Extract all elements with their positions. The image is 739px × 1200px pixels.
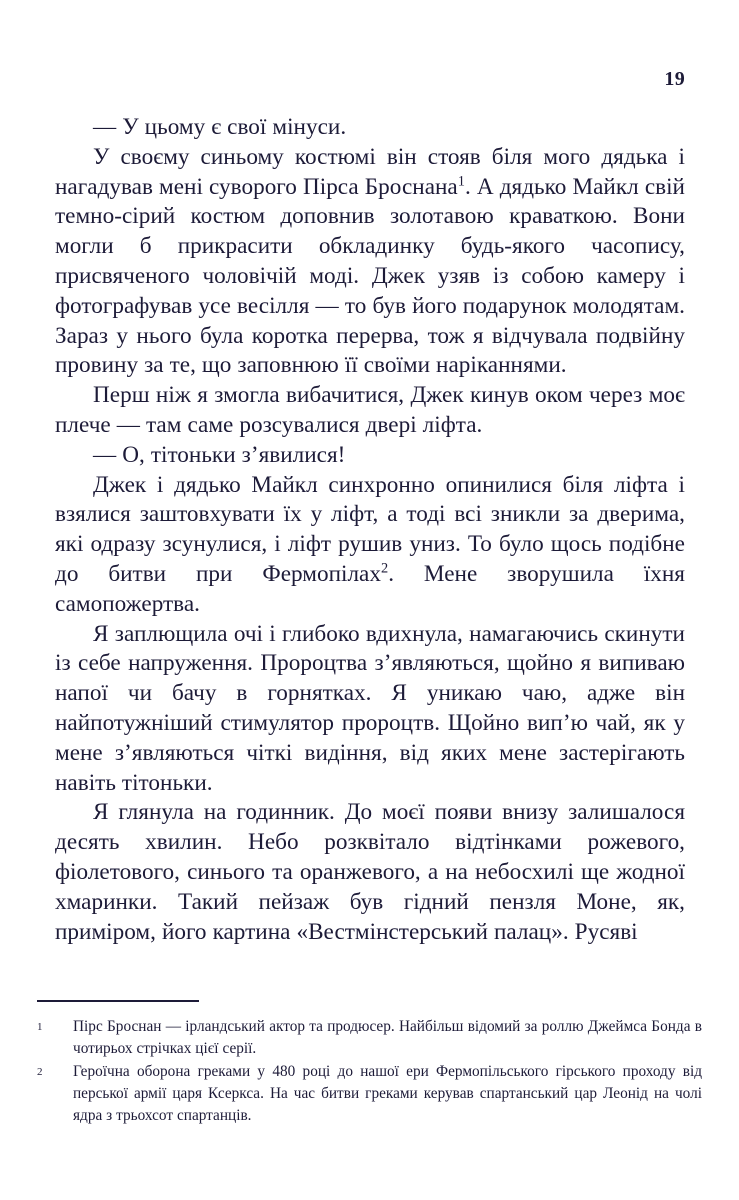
paragraph-clock: Я глянула на годинник. До моєї появи внизу залишалося десять хвилин. Небо розквітало відтінками рожевого, фіолетового, синього та оранжевого, а на небосхилі ще жодної хмаринки. Такий пейзаж був гідний пензля Моне, як, приміром, його картина «Вестмінстерський палац». Русяві — [55, 799, 685, 945]
paragraph-prophecies: Я заплющила очі і глибоко вдихнула, намагаючись скинути із себе напруження. Пророцтва з’являються, щойно я випиваю напої чи бачу в горнятках. Я уникаю чаю, адже він найпотужніший стимулятор пророцтв. Щойно вип’ю чай, як у мене з’являються чіткі видіння, від яких мене застерігають навіть тітоньки. — [55, 620, 685, 796]
paragraph-blue-suit — [55, 143, 685, 381]
footnote-ref-2[interactable]: 2 — [380, 560, 389, 577]
body-text-block — [55, 113, 685, 947]
footnotes-section — [37, 1000, 702, 1128]
footnote-separator-rule — [37, 1000, 199, 1002]
footnote-ref-1[interactable]: 1 — [457, 172, 465, 189]
footnote-marker: 1 — [37, 1021, 43, 1033]
footnote-item — [37, 1016, 702, 1060]
paragraph-dialogue-minuses: — У цьому є свої мінуси. — [93, 114, 347, 140]
footnote-text: Пірс Броснан — ірландський актор та продюсер. Найбільш відомий за роллю Джеймса Бонда в чотирьох стрічках цієї серії. — [73, 1018, 702, 1057]
footnote-marker: 2 — [37, 1066, 43, 1078]
paragraph-before-apology: Перш ніж я змогла вибачитися, Джек кинув оком через моє плече — там саме розсувалися двері ліфта. — [55, 382, 685, 438]
paragraph-text-after-footnote-ref: . Мене зворушила їхня самопожертва. — [55, 560, 685, 617]
footnote-text: Героїчна оборона греками у 480 році до нашої ери Фермопільського гірського проходу від перської армії царя Ксеркса. На час битви греками керував спартанський цар Леонід на чолі ядра з трьохсот спартанців. — [73, 1063, 702, 1124]
paragraph-text-before-footnote-ref: У своєму синьому костюмі він стояв біля мого дядька і нагадував мені суворого Пірса Броснана — [55, 143, 685, 200]
paragraph-text-after-footnote-ref: . А дядько Майкл свій темно-сірий костюм доповнив золотавою краваткою. Вони могли б прикрасити обкладинку будь-якого часопису, присвяченого чоловічій моді. Джек узяв із собою камеру і фотографував усе весілля — то був його подарунок молодятам. Зараз у нього була коротка перерва, тож я відчувала подвійну провину за те, що заповнюю її своїми наріканнями. — [55, 173, 685, 379]
paragraph-text-before-footnote-ref: Джек і дядько Майкл синхронно опинилися біля ліфта і взялися заштовхувати їх у ліфт, а тоді всі зникли за дверима, які одразу зсунулися, і ліфт рушив униз. То було щось подібне до битви при Фермопілах — [55, 471, 685, 587]
paragraph-elevator — [55, 471, 685, 620]
footnote-item — [37, 1061, 702, 1127]
paragraph-dialogue-aunts: — О, тітоньки з’явилися! — [93, 441, 346, 468]
page-number: 19 — [664, 68, 685, 90]
